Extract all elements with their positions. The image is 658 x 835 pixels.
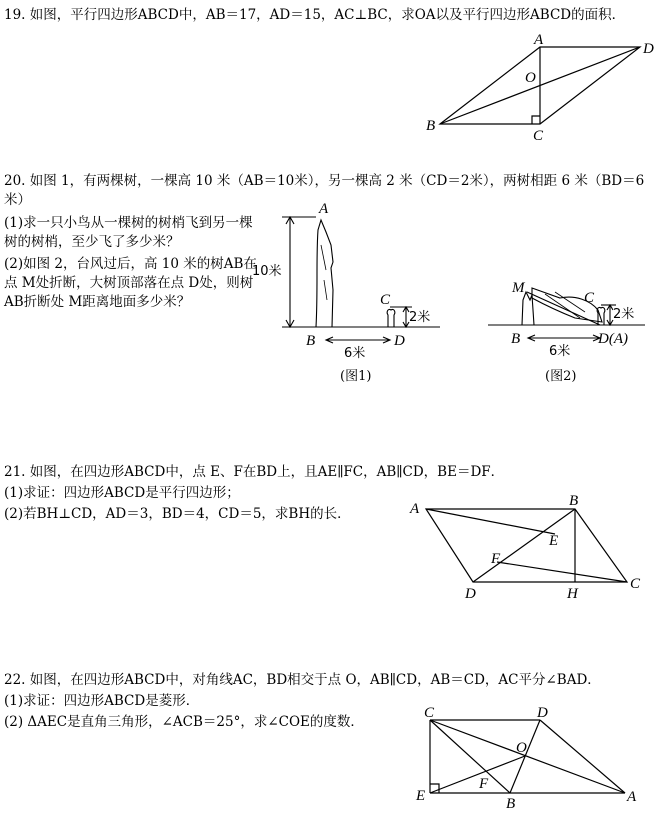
fig21-label-h: H	[567, 586, 578, 602]
fig22-label-f: F	[479, 776, 489, 792]
fig19-label-c: C	[533, 128, 544, 144]
fig20-2-label-m: M	[512, 280, 525, 296]
fig20-2-height2: 2米	[613, 307, 635, 322]
fig22-label-b: B	[506, 796, 516, 812]
fig20-2-label-da: D(A)	[598, 331, 628, 347]
fig21-label-d: D	[465, 586, 476, 602]
q21-sub1: (1)求证：四边形ABCD是平行四边形；	[4, 485, 240, 501]
fig19-label-o: O	[525, 70, 536, 86]
fig20-2-label-b: B	[511, 331, 521, 347]
fig20-2-distance: 6米	[549, 344, 571, 359]
q22-text: 22. 如图，在四边形ABCD中，对角线AC，BD相交于点 O，AB∥CD，AB＝CD，AC平分∠BAD．	[4, 672, 601, 688]
fig20-1-label-a: A	[319, 201, 329, 217]
q20-sub2: (2)如图 2，台风过后，高 10 米的树AB在点 M处折断，大树顶部落在点 D处，则树AB折断处 M距离地面多少米？	[4, 256, 257, 310]
fig21-label-b: B	[569, 493, 579, 509]
fig19-parallelogram	[440, 47, 640, 124]
fig22-drawing	[430, 720, 625, 793]
q19-text: 19. 如图，平行四边形ABCD中，AB＝17，AD＝15，AC⊥BC，求OA以及平行四边形ABCD的面积．	[4, 7, 626, 23]
fig19-label-a: A	[534, 32, 544, 48]
fig20-1-label-c: C	[380, 292, 391, 308]
fig22-label-d: D	[537, 705, 548, 721]
fig20-2-label-c: C	[584, 290, 595, 306]
q22-sub1: (1)求证：四边形ABCD是菱形．	[4, 693, 200, 709]
fig20-1-height2: 2米	[409, 310, 431, 325]
fig22-label-c: C	[424, 705, 435, 721]
fig20-2-caption: (图2)	[545, 369, 577, 384]
fig20-1-label-d: D	[394, 333, 405, 349]
fig20-1-caption: (图1)	[340, 369, 372, 384]
fig21-label-a: A	[410, 501, 420, 517]
q20-sub1: (1)求一只小鸟从一棵树的树梢飞到另一棵树的树梢，至少飞了多少米？	[4, 215, 253, 250]
q21-text: 21. 如图，在四边形ABCD中，点 E、F在BD上，且AE∥FC，AB∥CD，BE＝DF．	[4, 464, 505, 480]
q22-sub2: (2) ΔAEC是直角三角形，∠ACB＝25°，求∠COE的度数．	[4, 714, 364, 730]
fig19-label-b: B	[426, 118, 436, 134]
fig21-label-e: E	[549, 533, 559, 549]
fig22-label-o: O	[516, 740, 527, 756]
fig21-label-f: F	[491, 551, 501, 567]
fig21-drawing	[426, 509, 627, 582]
q21-sub2: (2)若BH⊥CD，AD＝3，BD＝4，CD＝5，求BH的长．	[4, 506, 351, 522]
q20-text: 20. 如图 1，有两棵树，一棵高 10 米（AB＝10米），另一棵高 2 米（CD＝2米），两树相距 6 米（BD＝6米）	[4, 173, 645, 208]
fig22-label-a: A	[627, 789, 637, 805]
fig21-label-c: C	[630, 576, 641, 592]
fig20-1-distance: 6米	[344, 346, 366, 361]
fig22-label-e: E	[416, 788, 426, 804]
fig20-1-height10: 10米	[252, 264, 282, 279]
fig20-1-label-b: B	[306, 333, 316, 349]
fig19-label-d: D	[643, 41, 654, 57]
